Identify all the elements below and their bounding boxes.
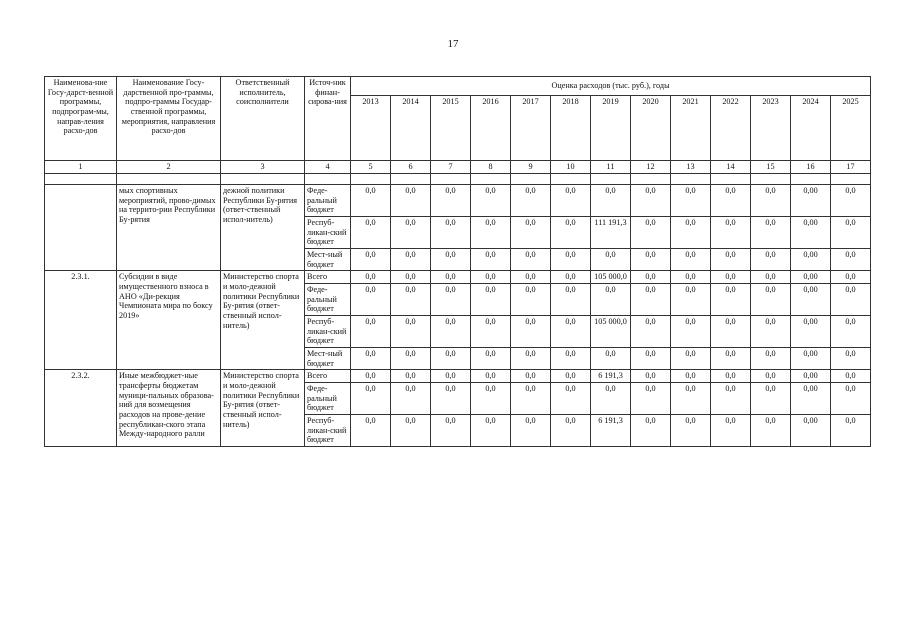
value-cell: 0,0 <box>431 185 471 217</box>
header-executor: Ответственный исполнитель, соисполнители <box>221 77 305 161</box>
value-cell: 0,0 <box>551 383 591 415</box>
spacer-row <box>45 174 871 185</box>
value-cell: 0,0 <box>671 316 711 348</box>
column-number: 9 <box>511 161 551 174</box>
value-cell: 0,0 <box>471 370 511 383</box>
value-cell: 0,0 <box>471 271 511 284</box>
spacer-cell <box>751 174 791 185</box>
value-cell: 0,00 <box>791 370 831 383</box>
item-name: Иные межбюджет-ные трансферты бюджетам муници-пальных образова-ний для возмещения расходов на прове-дение республикан-ского этапа Между-народного ралли <box>117 370 221 447</box>
value-cell: 0,0 <box>831 284 871 316</box>
column-number: 10 <box>551 161 591 174</box>
value-cell: 0,00 <box>791 185 831 217</box>
column-number: 5 <box>351 161 391 174</box>
value-cell: 0,0 <box>591 185 631 217</box>
value-cell: 0,0 <box>471 185 511 217</box>
column-number: 13 <box>671 161 711 174</box>
spacer-cell <box>551 174 591 185</box>
header-year: 2019 <box>591 96 631 161</box>
value-cell: 0,0 <box>551 316 591 348</box>
column-number: 4 <box>305 161 351 174</box>
item-code: 2.3.1. <box>45 271 117 370</box>
value-cell: 0,0 <box>631 370 671 383</box>
value-cell: 0,00 <box>791 316 831 348</box>
value-cell: 0,0 <box>711 271 751 284</box>
value-cell: 0,0 <box>751 383 791 415</box>
value-cell: 0,0 <box>631 284 671 316</box>
value-cell: 0,0 <box>711 370 751 383</box>
header-year: 2020 <box>631 96 671 161</box>
value-cell: 0,00 <box>791 249 831 271</box>
value-cell: 0,0 <box>751 415 791 447</box>
value-cell: 0,0 <box>511 383 551 415</box>
spacer-cell <box>471 174 511 185</box>
value-cell: 0,0 <box>511 316 551 348</box>
item-name: мых спортивных мероприятий, прово-димых на террито-рии Республики Бу-рятия <box>117 185 221 271</box>
value-cell: 0,0 <box>511 284 551 316</box>
value-cell: 0,0 <box>431 370 471 383</box>
spacer-cell <box>631 174 671 185</box>
value-cell: 0,0 <box>351 348 391 370</box>
header-year: 2015 <box>431 96 471 161</box>
value-cell: 0,0 <box>671 185 711 217</box>
item-name: Субсидии в виде имущественного взноса в АНО «Ди-рекция Чемпионата мира по боксу 2019» <box>117 271 221 370</box>
value-cell: 0,0 <box>751 348 791 370</box>
value-cell: 0,0 <box>831 348 871 370</box>
value-cell: 0,0 <box>551 348 591 370</box>
value-cell: 0,0 <box>671 383 711 415</box>
value-cell: 0,0 <box>631 383 671 415</box>
value-cell: 0,0 <box>351 271 391 284</box>
spacer-cell <box>45 174 117 185</box>
funding-source: Феде-ральный бюджет <box>305 185 351 217</box>
value-cell: 6 191,3 <box>591 370 631 383</box>
value-cell: 0,0 <box>751 284 791 316</box>
header-measure-name: Наименование Госу-дарственной про-граммы, подпро-граммы Государ-ственной программы, мероприятия, направления расхо-дов <box>117 77 221 161</box>
value-cell: 0,0 <box>551 284 591 316</box>
value-cell: 0,0 <box>751 370 791 383</box>
header-year: 2017 <box>511 96 551 161</box>
value-cell: 6 191,3 <box>591 415 631 447</box>
column-number-row <box>45 161 871 174</box>
header-funding-source: Источ-ник финан-сирова-ния <box>305 77 351 161</box>
value-cell: 0,0 <box>431 348 471 370</box>
spacer-cell <box>831 174 871 185</box>
spacer-cell <box>591 174 631 185</box>
value-cell: 0,0 <box>751 249 791 271</box>
funding-source: Мест-ный бюджет <box>305 348 351 370</box>
value-cell: 0,0 <box>511 348 551 370</box>
column-number: 12 <box>631 161 671 174</box>
value-cell: 0,0 <box>351 249 391 271</box>
value-cell: 0,0 <box>351 217 391 249</box>
value-cell: 0,0 <box>431 271 471 284</box>
spacer-cell <box>117 174 221 185</box>
value-cell: 0,0 <box>671 284 711 316</box>
value-cell: 0,0 <box>631 217 671 249</box>
value-cell: 0,0 <box>711 249 751 271</box>
value-cell: 0,0 <box>351 316 391 348</box>
value-cell: 0,00 <box>791 271 831 284</box>
value-cell: 0,0 <box>831 383 871 415</box>
page-number: 17 <box>447 38 459 50</box>
spacer-cell <box>351 174 391 185</box>
value-cell: 0,0 <box>471 284 511 316</box>
value-cell: 0,0 <box>831 185 871 217</box>
item-executor: Министерство спорта и моло-дежной политики Республики Бу-рятия (ответ-ственный испол-нитель) <box>221 370 305 447</box>
value-cell: 0,0 <box>751 271 791 284</box>
budget-table <box>44 76 871 447</box>
column-number: 15 <box>751 161 791 174</box>
value-cell: 0,0 <box>831 249 871 271</box>
value-cell: 0,0 <box>711 415 751 447</box>
value-cell: 0,0 <box>391 383 431 415</box>
spacer-cell <box>511 174 551 185</box>
value-cell: 0,0 <box>591 383 631 415</box>
value-cell: 0,0 <box>351 284 391 316</box>
value-cell: 0,00 <box>791 284 831 316</box>
item-code: 2.3.2. <box>45 370 117 447</box>
value-cell: 0,0 <box>551 185 591 217</box>
value-cell: 0,0 <box>631 271 671 284</box>
value-cell: 0,0 <box>631 415 671 447</box>
value-cell: 0,0 <box>831 415 871 447</box>
value-cell: 0,0 <box>671 217 711 249</box>
value-cell: 0,0 <box>391 217 431 249</box>
value-cell: 0,0 <box>391 185 431 217</box>
value-cell: 0,0 <box>431 249 471 271</box>
value-cell: 0,0 <box>511 271 551 284</box>
spacer-cell <box>221 174 305 185</box>
value-cell: 0,0 <box>511 217 551 249</box>
header-year: 2018 <box>551 96 591 161</box>
funding-source: Феде-ральный бюджет <box>305 284 351 316</box>
value-cell: 0,0 <box>471 217 511 249</box>
value-cell: 0,0 <box>511 185 551 217</box>
value-cell: 0,0 <box>631 249 671 271</box>
value-cell: 0,0 <box>351 185 391 217</box>
value-cell: 0,0 <box>551 217 591 249</box>
value-cell: 0,0 <box>351 415 391 447</box>
funding-source: Респуб-ликан-ский бюджет <box>305 316 351 348</box>
value-cell: 0,0 <box>471 348 511 370</box>
column-number: 6 <box>391 161 431 174</box>
value-cell: 0,00 <box>791 348 831 370</box>
header-year: 2016 <box>471 96 511 161</box>
value-cell: 0,0 <box>431 217 471 249</box>
column-number: 17 <box>831 161 871 174</box>
column-number: 11 <box>591 161 631 174</box>
value-cell: 0,00 <box>791 217 831 249</box>
spacer-cell <box>431 174 471 185</box>
value-cell: 0,0 <box>671 348 711 370</box>
value-cell: 0,0 <box>631 185 671 217</box>
value-cell: 0,0 <box>711 284 751 316</box>
value-cell: 0,0 <box>391 284 431 316</box>
value-cell: 0,0 <box>511 415 551 447</box>
value-cell: 0,0 <box>511 249 551 271</box>
value-cell: 0,0 <box>551 249 591 271</box>
value-cell: 0,0 <box>431 415 471 447</box>
value-cell: 0,0 <box>831 316 871 348</box>
value-cell: 0,00 <box>791 415 831 447</box>
funding-source: Всего <box>305 370 351 383</box>
value-cell: 0,0 <box>431 284 471 316</box>
value-cell: 0,0 <box>551 415 591 447</box>
value-cell: 0,0 <box>831 271 871 284</box>
funding-source: Всего <box>305 271 351 284</box>
spacer-cell <box>671 174 711 185</box>
header-row <box>45 77 871 96</box>
value-cell: 0,0 <box>671 249 711 271</box>
value-cell: 0,0 <box>711 217 751 249</box>
table-row <box>45 185 871 217</box>
spacer-cell <box>391 174 431 185</box>
value-cell: 111 191,3 <box>591 217 631 249</box>
value-cell: 0,0 <box>471 316 511 348</box>
table-row <box>45 271 871 284</box>
header-year: 2024 <box>791 96 831 161</box>
column-number: 7 <box>431 161 471 174</box>
value-cell: 0,0 <box>591 249 631 271</box>
value-cell: 0,0 <box>751 217 791 249</box>
value-cell: 0,0 <box>471 383 511 415</box>
value-cell: 0,0 <box>671 370 711 383</box>
column-number: 14 <box>711 161 751 174</box>
value-cell: 0,0 <box>391 415 431 447</box>
value-cell: 0,0 <box>391 249 431 271</box>
value-cell: 0,0 <box>711 316 751 348</box>
value-cell: 0,0 <box>831 217 871 249</box>
value-cell: 0,0 <box>631 316 671 348</box>
value-cell: 0,0 <box>751 185 791 217</box>
value-cell: 0,0 <box>351 370 391 383</box>
spacer-cell <box>791 174 831 185</box>
value-cell: 0,0 <box>751 316 791 348</box>
value-cell: 0,0 <box>711 185 751 217</box>
item-executor: дежной политики Республики Бу-рятия (ответ-ственный испол-нитель) <box>221 185 305 271</box>
funding-source: Мест-ный бюджет <box>305 249 351 271</box>
value-cell: 0,0 <box>391 370 431 383</box>
funding-source: Респуб-ликан-ский бюджет <box>305 415 351 447</box>
funding-source: Феде-ральный бюджет <box>305 383 351 415</box>
value-cell: 105 000,0 <box>591 316 631 348</box>
value-cell: 0,0 <box>591 284 631 316</box>
value-cell: 105 000,0 <box>591 271 631 284</box>
value-cell: 0,0 <box>431 316 471 348</box>
value-cell: 0,00 <box>791 383 831 415</box>
column-number: 1 <box>45 161 117 174</box>
value-cell: 0,0 <box>391 348 431 370</box>
header-cost-estimate: Оценка расходов (тыс. руб.), годы <box>351 77 871 96</box>
value-cell: 0,0 <box>631 348 671 370</box>
spacer-cell <box>711 174 751 185</box>
value-cell: 0,0 <box>551 271 591 284</box>
column-number: 2 <box>117 161 221 174</box>
funding-source: Респуб-ликан-ский бюджет <box>305 217 351 249</box>
column-number: 3 <box>221 161 305 174</box>
value-cell: 0,0 <box>831 370 871 383</box>
value-cell: 0,0 <box>471 415 511 447</box>
header-program-name: Наименова-ние Госу-дарст-венной программы, подпрограм-мы, направ-ления расхо-дов <box>45 77 117 161</box>
header-year: 2013 <box>351 96 391 161</box>
header-year: 2023 <box>751 96 791 161</box>
value-cell: 0,0 <box>391 316 431 348</box>
header-year: 2021 <box>671 96 711 161</box>
spacer-cell <box>305 174 351 185</box>
header-year: 2022 <box>711 96 751 161</box>
item-code <box>45 185 117 271</box>
value-cell: 0,0 <box>471 249 511 271</box>
value-cell: 0,0 <box>671 415 711 447</box>
header-year: 2025 <box>831 96 871 161</box>
value-cell: 0,0 <box>591 348 631 370</box>
value-cell: 0,0 <box>711 383 751 415</box>
item-executor: Министерство спорта и моло-дежной политики Республики Бу-рятия (ответ-ственный испол-нитель) <box>221 271 305 370</box>
value-cell: 0,0 <box>711 348 751 370</box>
table-row <box>45 370 871 383</box>
value-cell: 0,0 <box>351 383 391 415</box>
column-number: 8 <box>471 161 511 174</box>
value-cell: 0,0 <box>551 370 591 383</box>
column-number: 16 <box>791 161 831 174</box>
value-cell: 0,0 <box>671 271 711 284</box>
value-cell: 0,0 <box>431 383 471 415</box>
header-year: 2014 <box>391 96 431 161</box>
value-cell: 0,0 <box>391 271 431 284</box>
value-cell: 0,0 <box>511 370 551 383</box>
